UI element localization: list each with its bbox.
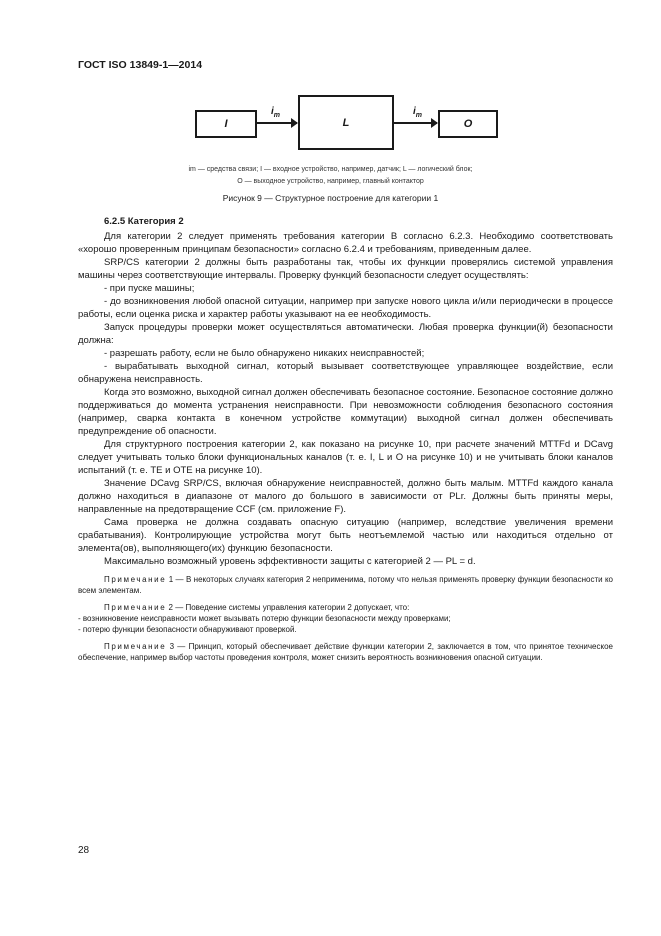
- input-device-block: I: [195, 110, 257, 138]
- document-header: ГОСТ ISO 13849-1—2014: [78, 59, 203, 71]
- note: Примечание 1 — В некоторых случаях категория 2 неприменима, потому что нельзя применять проверку функции безопасности ко всем элементам.: [78, 575, 614, 595]
- paragraph: Для структурного построения категории 2, как показано на рисунке 10, при расчете значений MTTFd и DCavg следует учитывать только блоки функциональных каналов (т. е. I, L и O на рисунке 10) и не учитывать блоки каналов испытаний (т. е. TE и OTE на рисунке 10).: [78, 439, 613, 476]
- paragraph: Когда это возможно, выходной сигнал должен обеспечивать безопасное состояние. Безопасное состояние должно поддерживаться до момента устранения неисправности. При невозможности соблюдения безопасного состояния (например, сварка контакта в конечном устройстве коммутации) выходной сигнал должен обеспечивать предупреждение об опасности.: [78, 387, 613, 437]
- note: Примечание 3 — Принцип, который обеспечивает действие функции категории 2, заключается в том, что принятое техническое обеспечение, например выбор частоты проведения контроля, может снизить вероятность возникновения опасной ситуации.: [78, 642, 613, 662]
- structure-figure: [0, 0, 661, 210]
- connection-arrow: [394, 122, 437, 124]
- connection-label: $i_m$: [271, 106, 281, 119]
- paragraph: Запуск процедуры проверки может осуществляться автоматически. Любая проверка функции(й) безопасности должна:: [78, 322, 613, 346]
- figure-legend: im — средства связи; I — входное устройство, например, датчик; L — логический блок;: [188, 166, 473, 173]
- paragraph: SRP/CS категории 2 должны быть разработаны так, чтобы их функции проверялись системой управления машины через соответствующие интервалы. Проверку функций безопасности следует осуществлять:: [78, 257, 613, 281]
- connection-label: $i_m$: [413, 106, 423, 119]
- section-body: [78, 215, 613, 663]
- page-number: 28: [78, 845, 90, 856]
- logic-block: L: [298, 95, 394, 150]
- section-title: 6.2.5 Категория 2: [104, 216, 184, 227]
- list-item: - при пуске машины;: [104, 283, 195, 294]
- paragraph: Для категории 2 следует применять требования категории В согласно 6.2.3. Необходимо соответствовать «хорошо проверенным принципам безопасности» согласно 6.2.4 и требованиям, приведенным далее.: [78, 231, 613, 255]
- list-item: - до возникновения любой опасной ситуации, например при запуске нового цикла и/или периодически в процессе работы, если оценка риска и характер работы указывают на ее необходимость.: [78, 296, 613, 320]
- output-device-block: O: [438, 110, 498, 138]
- note-item: - потерю функции безопасности обнаруживают проверкой.: [78, 625, 297, 634]
- figure-legend: O — выходное устройство, например, главный контактор: [237, 178, 424, 185]
- list-item: - разрешать работу, если не было обнаружено никаких неисправностей;: [104, 348, 425, 359]
- note: Примечание 2 — Поведение системы управления категории 2 допускает, что:: [104, 603, 410, 612]
- note-item: - возникновение неисправности может вызывать потерю функции безопасности между проверками;: [78, 614, 451, 623]
- connection-arrow: [257, 122, 297, 124]
- figure-caption: Рисунок 9 — Структурное построение для категории 1: [222, 193, 439, 203]
- list-item: - вырабатывать выходной сигнал, который вызывает соответствующее управляющее воздействие, если обнаружена неисправность.: [78, 361, 613, 385]
- paragraph: Значение DCavg SRP/CS, включая обнаружение неисправностей, должно быть малым. MTTFd каждого канала должно находиться в диапазоне от малого до большого в зависимости от PLr. Должны быть приняты меры, направленные на предотвращение CCF (см. приложение F).: [78, 478, 613, 515]
- paragraph: Максимально возможный уровень эффективности защиты с категорией 2 — PL = d.: [104, 556, 476, 567]
- paragraph: Сама проверка не должна создавать опасную ситуацию (например, вследствие увеличения времени срабатывания). Контролирующие устройства могут быть неотъемлемой частью или находиться отдельно от элемента(ов), выполняющего(их) функцию безопасности.: [78, 517, 613, 554]
